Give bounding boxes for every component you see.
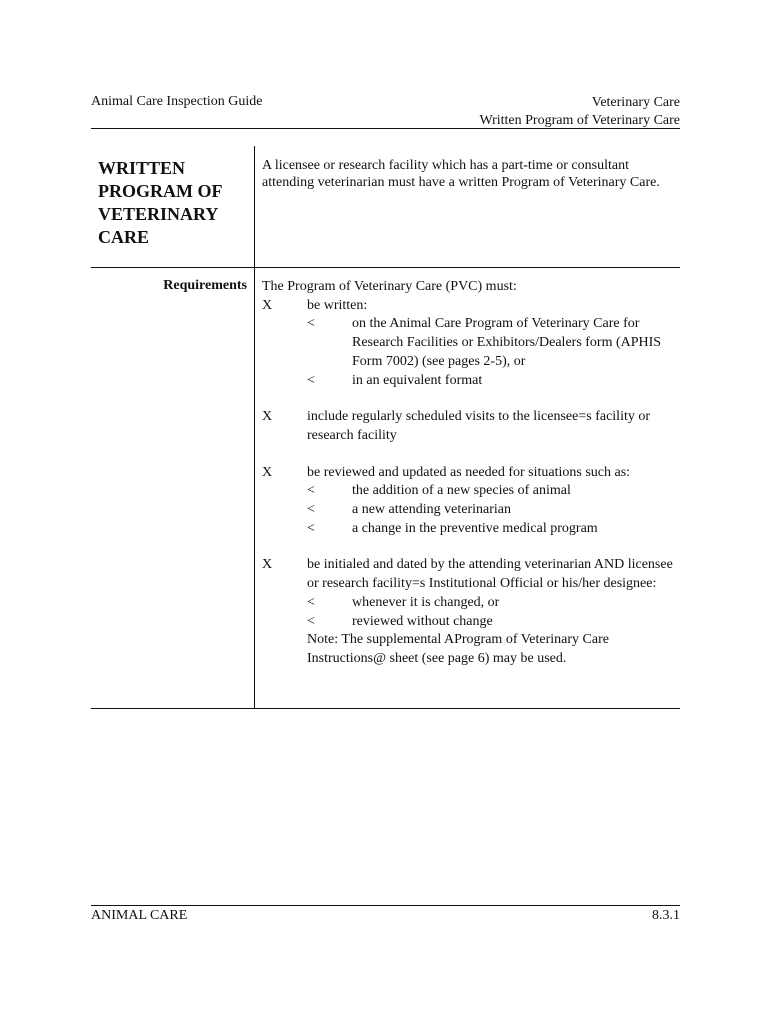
sub-marker: < (307, 613, 315, 629)
item-marker: X (262, 297, 273, 313)
sub-marker: < (307, 520, 315, 536)
section-intro: A licensee or research facility which has a part-time or consultant attending veterinarian must have a written Program of Veterinary Care. (262, 158, 660, 190)
sub-item-text: reviewed without change (352, 613, 493, 629)
item-marker: X (262, 557, 273, 573)
sub-item (307, 594, 682, 613)
section-title-line: PROGRAM OF (98, 181, 223, 201)
header-guide-title: Animal Care Inspection Guide (91, 94, 263, 109)
sub-item-text: on the Animal Care Program of Veterinary Care for Research Facilities or Exhibitors/Dealers form (APHIS Form 7002) (see pages 2-5), or (352, 316, 662, 369)
item-text: be written: (307, 297, 368, 313)
item-text: be reviewed and updated as needed for situations such as: (307, 464, 631, 480)
section-title-line: WRITTEN (98, 158, 186, 178)
sub-item (307, 315, 682, 371)
sub-item-text: whenever it is changed, or (352, 594, 500, 610)
footer-rule (91, 905, 680, 906)
section-title-line: VETERINARY (98, 204, 219, 224)
sub-item (307, 613, 682, 632)
sub-marker: < (307, 316, 315, 332)
item-note: Note: The supplemental AProgram of Veterinary Care Instructions@ sheet (see page 6) may be used. (307, 632, 609, 666)
sub-marker: < (307, 483, 315, 499)
sub-marker: < (307, 594, 315, 610)
section-end-rule (91, 708, 680, 709)
section-title-line: CARE (98, 227, 150, 247)
sub-item (307, 520, 682, 539)
header-rule (91, 128, 680, 129)
item-text: include regularly scheduled visits to the licensee=s facility or research facility (307, 409, 651, 443)
header-category: Veterinary Care (591, 95, 680, 110)
sub-item (307, 501, 682, 520)
requirement-item (262, 556, 682, 668)
requirement-item (262, 297, 682, 391)
requirement-item (262, 464, 682, 539)
header-topic: Written Program of Veterinary Care (479, 113, 680, 128)
requirements-lead: The Program of Veterinary Care (PVC) must: (262, 279, 517, 294)
sub-item-text: a change in the preventive medical program (352, 520, 598, 536)
sub-item-text: the addition of a new species of animal (352, 483, 571, 499)
requirement-item (262, 408, 682, 445)
footer-page-number: 8.3.1 (652, 908, 680, 923)
sub-item-text: in an equivalent format (352, 372, 483, 388)
item-marker: X (262, 409, 273, 425)
sub-item (307, 372, 682, 391)
section-rule (91, 267, 680, 268)
sub-item (307, 482, 682, 501)
requirements-body (262, 278, 682, 669)
section-title (98, 157, 248, 249)
item-marker: X (262, 464, 273, 480)
sub-item-text: a new attending veterinarian (352, 502, 511, 518)
item-text: be initialed and dated by the attending veterinarian AND licensee or research facility=s Institutional Official or his/her designee: (307, 557, 673, 592)
footer-program-name: ANIMAL CARE (91, 908, 188, 923)
requirements-label: Requirements (163, 278, 247, 293)
column-divider (254, 146, 255, 709)
sub-marker: < (307, 372, 315, 388)
sub-marker: < (307, 502, 315, 518)
header-section-info (479, 94, 680, 130)
